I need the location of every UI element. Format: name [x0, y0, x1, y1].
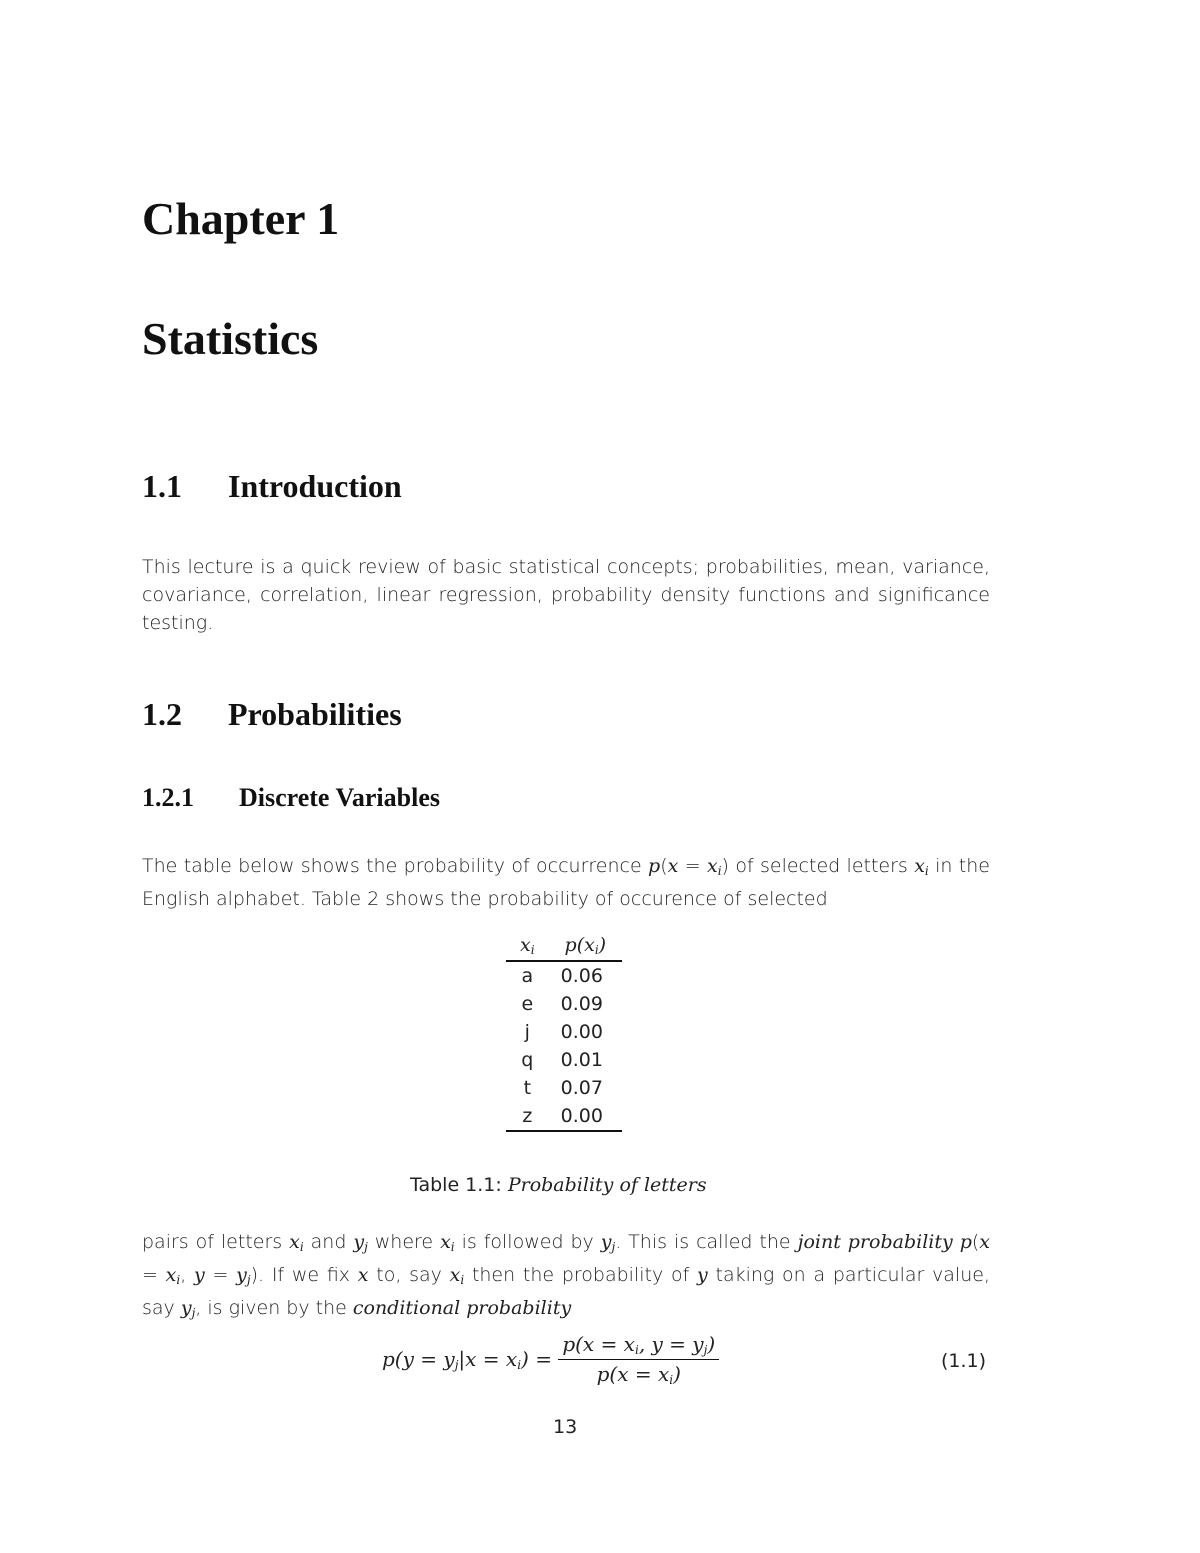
subsection-title: Discrete Variables: [239, 783, 440, 812]
section-number: 1.2: [142, 696, 182, 732]
section-title: Probabilities: [228, 696, 402, 732]
equation-fraction: $\frac{p(x = x_i, y = y_j)}{p(x = x_i)}$: [558, 1332, 719, 1387]
table-row: [506, 1074, 622, 1102]
table-row: [506, 990, 622, 1018]
table-header-row: [506, 930, 622, 961]
prob-cell: 0.00: [549, 1102, 622, 1131]
text-run: of selected letters: [728, 855, 915, 877]
joint-paragraph: pairs of letters $x_i$ and $y_j$ where $x_i$ is followed by $y_j$. This is called the joint probability $p(x = x_i$, $y = y_j$). If we fix x to, say $x_i$ then the probability of y taking on a particular value, say $y_j$, is given by the conditional probability: [142, 1231, 990, 1320]
table-caption: [410, 1174, 707, 1196]
caption-text: Probability of letters: [507, 1174, 707, 1196]
header-pxi: $p(x_i)$: [549, 930, 622, 961]
letter-cell: z: [506, 1102, 549, 1131]
letter-cell: j: [524, 1021, 530, 1043]
joint-probability-term: joint probability: [797, 1231, 953, 1253]
section-title: Introduction: [228, 468, 402, 504]
section-heading-introduction: [142, 468, 402, 505]
letter-cell: q: [521, 1049, 534, 1071]
letter-cell: a: [521, 965, 534, 987]
probability-table: [506, 930, 622, 1132]
math-xi: $x_i$: [914, 855, 929, 878]
table-row: [506, 1046, 622, 1074]
table-row: [506, 961, 622, 990]
prob-cell: 0.06: [560, 965, 603, 987]
intro-paragraph: This lecture is a quick review of basic statistical concepts; probabilities, mean, variance, covariance, correlation, linear regression, probability density functions and significance testing.: [142, 556, 990, 634]
header-xi: $x_i$: [506, 930, 549, 961]
text-run: in the English alphabet. Table 2 shows the probability of occurence of selected: [142, 855, 990, 910]
table-row: [506, 1102, 622, 1131]
conditional-probability-term: conditional probability: [352, 1297, 572, 1319]
conditional-probability-equation: $p(y = y_j|x = x_i)$ = $\frac{p(x = x_i, y = y_j)}{p(x = x_i)}$: [382, 1332, 719, 1387]
caption-label: Table 1.1:: [410, 1174, 502, 1196]
prob-cell: 0.09: [560, 993, 603, 1015]
equation-number: (1.1): [941, 1350, 987, 1372]
math-p-x-eq-xi: p: [648, 855, 661, 877]
chapter-label: Chapter 1: [142, 193, 340, 244]
prob-cell: 0.00: [560, 1021, 603, 1043]
table-row: [506, 1018, 622, 1046]
prob-cell: 0.07: [560, 1077, 603, 1099]
subsection-number: 1.2.1: [142, 783, 194, 812]
section-number: 1.1: [142, 468, 182, 504]
section-heading-probabilities: [142, 696, 402, 733]
page-number: 13: [553, 1416, 578, 1438]
subsection-heading-discrete: [142, 783, 440, 813]
text-run: The table below shows the probability of occurrence: [142, 855, 649, 877]
letter-cell: t: [523, 1077, 532, 1099]
letter-cell: e: [521, 993, 534, 1015]
chapter-title: Statistics: [142, 313, 319, 364]
prob-cell: 0.01: [560, 1049, 603, 1071]
discrete-paragraph: The table below shows the probability of occurrence $p(x = x_i)$ of selected letters $x_i$ in the English alphabet. Table 2 shows the probability of occurence of selected: [142, 855, 990, 910]
